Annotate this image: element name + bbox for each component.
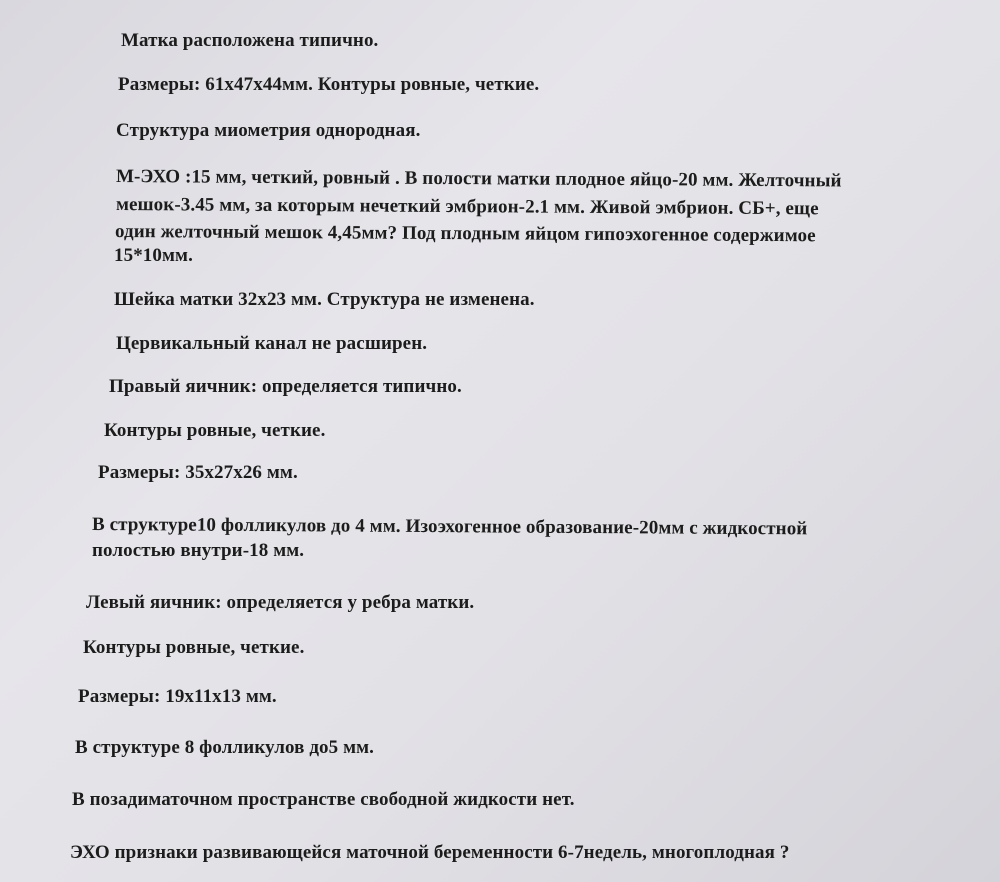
m-echo-line-1: М-ЭХО :15 мм, четкий, ровный . В полости матки плодное яйцо-20 мм. Желточный (115, 166, 842, 192)
right-ovary-size: Размеры: 35х27х26 мм. (98, 462, 298, 483)
right-ovary-contours: Контуры ровные, четкие. (104, 420, 326, 441)
right-ovary-structure-line-1: В структуре10 фолликулов до 4 мм. Изоэхогенное образование-20мм с жидкостной (91, 514, 808, 540)
conclusion: ЭХО признаки развивающейся маточной беременности 6-7недель, многоплодная ? (70, 842, 790, 863)
m-echo-line-2: мешок-3.45 мм, за которым нечеткий эмбрион-2.1 мм. Живой эмбрион. СБ+, еще (115, 194, 819, 220)
m-echo-line-4: 15*10мм. (114, 245, 193, 266)
left-ovary-contours: Контуры ровные, четкие. (83, 637, 305, 658)
cervical-canal: Цервикальный канал не расширен. (116, 333, 428, 354)
cervix-size: Шейка матки 32х23 мм. Структура не изменена. (114, 289, 535, 310)
left-ovary-size: Размеры: 19х11х13 мм. (78, 686, 277, 707)
uterus-size: Размеры: 61х47х44мм. Контуры ровные, четкие. (118, 74, 540, 95)
right-ovary-structure-line-2: полостью внутри-18 мм. (92, 540, 305, 561)
left-ovary-position: Левый яичник: определяется у ребра матки. (86, 592, 475, 613)
uterus-position: Матка расположена типично. (121, 30, 379, 51)
m-echo-line-3: один желточный мешок 4,45мм? Под плодным яйцом гипоэхогенное содержимое (114, 221, 816, 247)
left-ovary-structure: В структуре 8 фолликулов до5 мм. (75, 737, 375, 758)
myometrium-structure: Структура миометрия однородная. (116, 120, 421, 141)
right-ovary-position: Правый яичник: определяется типично. (109, 376, 462, 397)
free-fluid: В позадиматочном пространстве свободной жидкости нет. (72, 789, 575, 810)
